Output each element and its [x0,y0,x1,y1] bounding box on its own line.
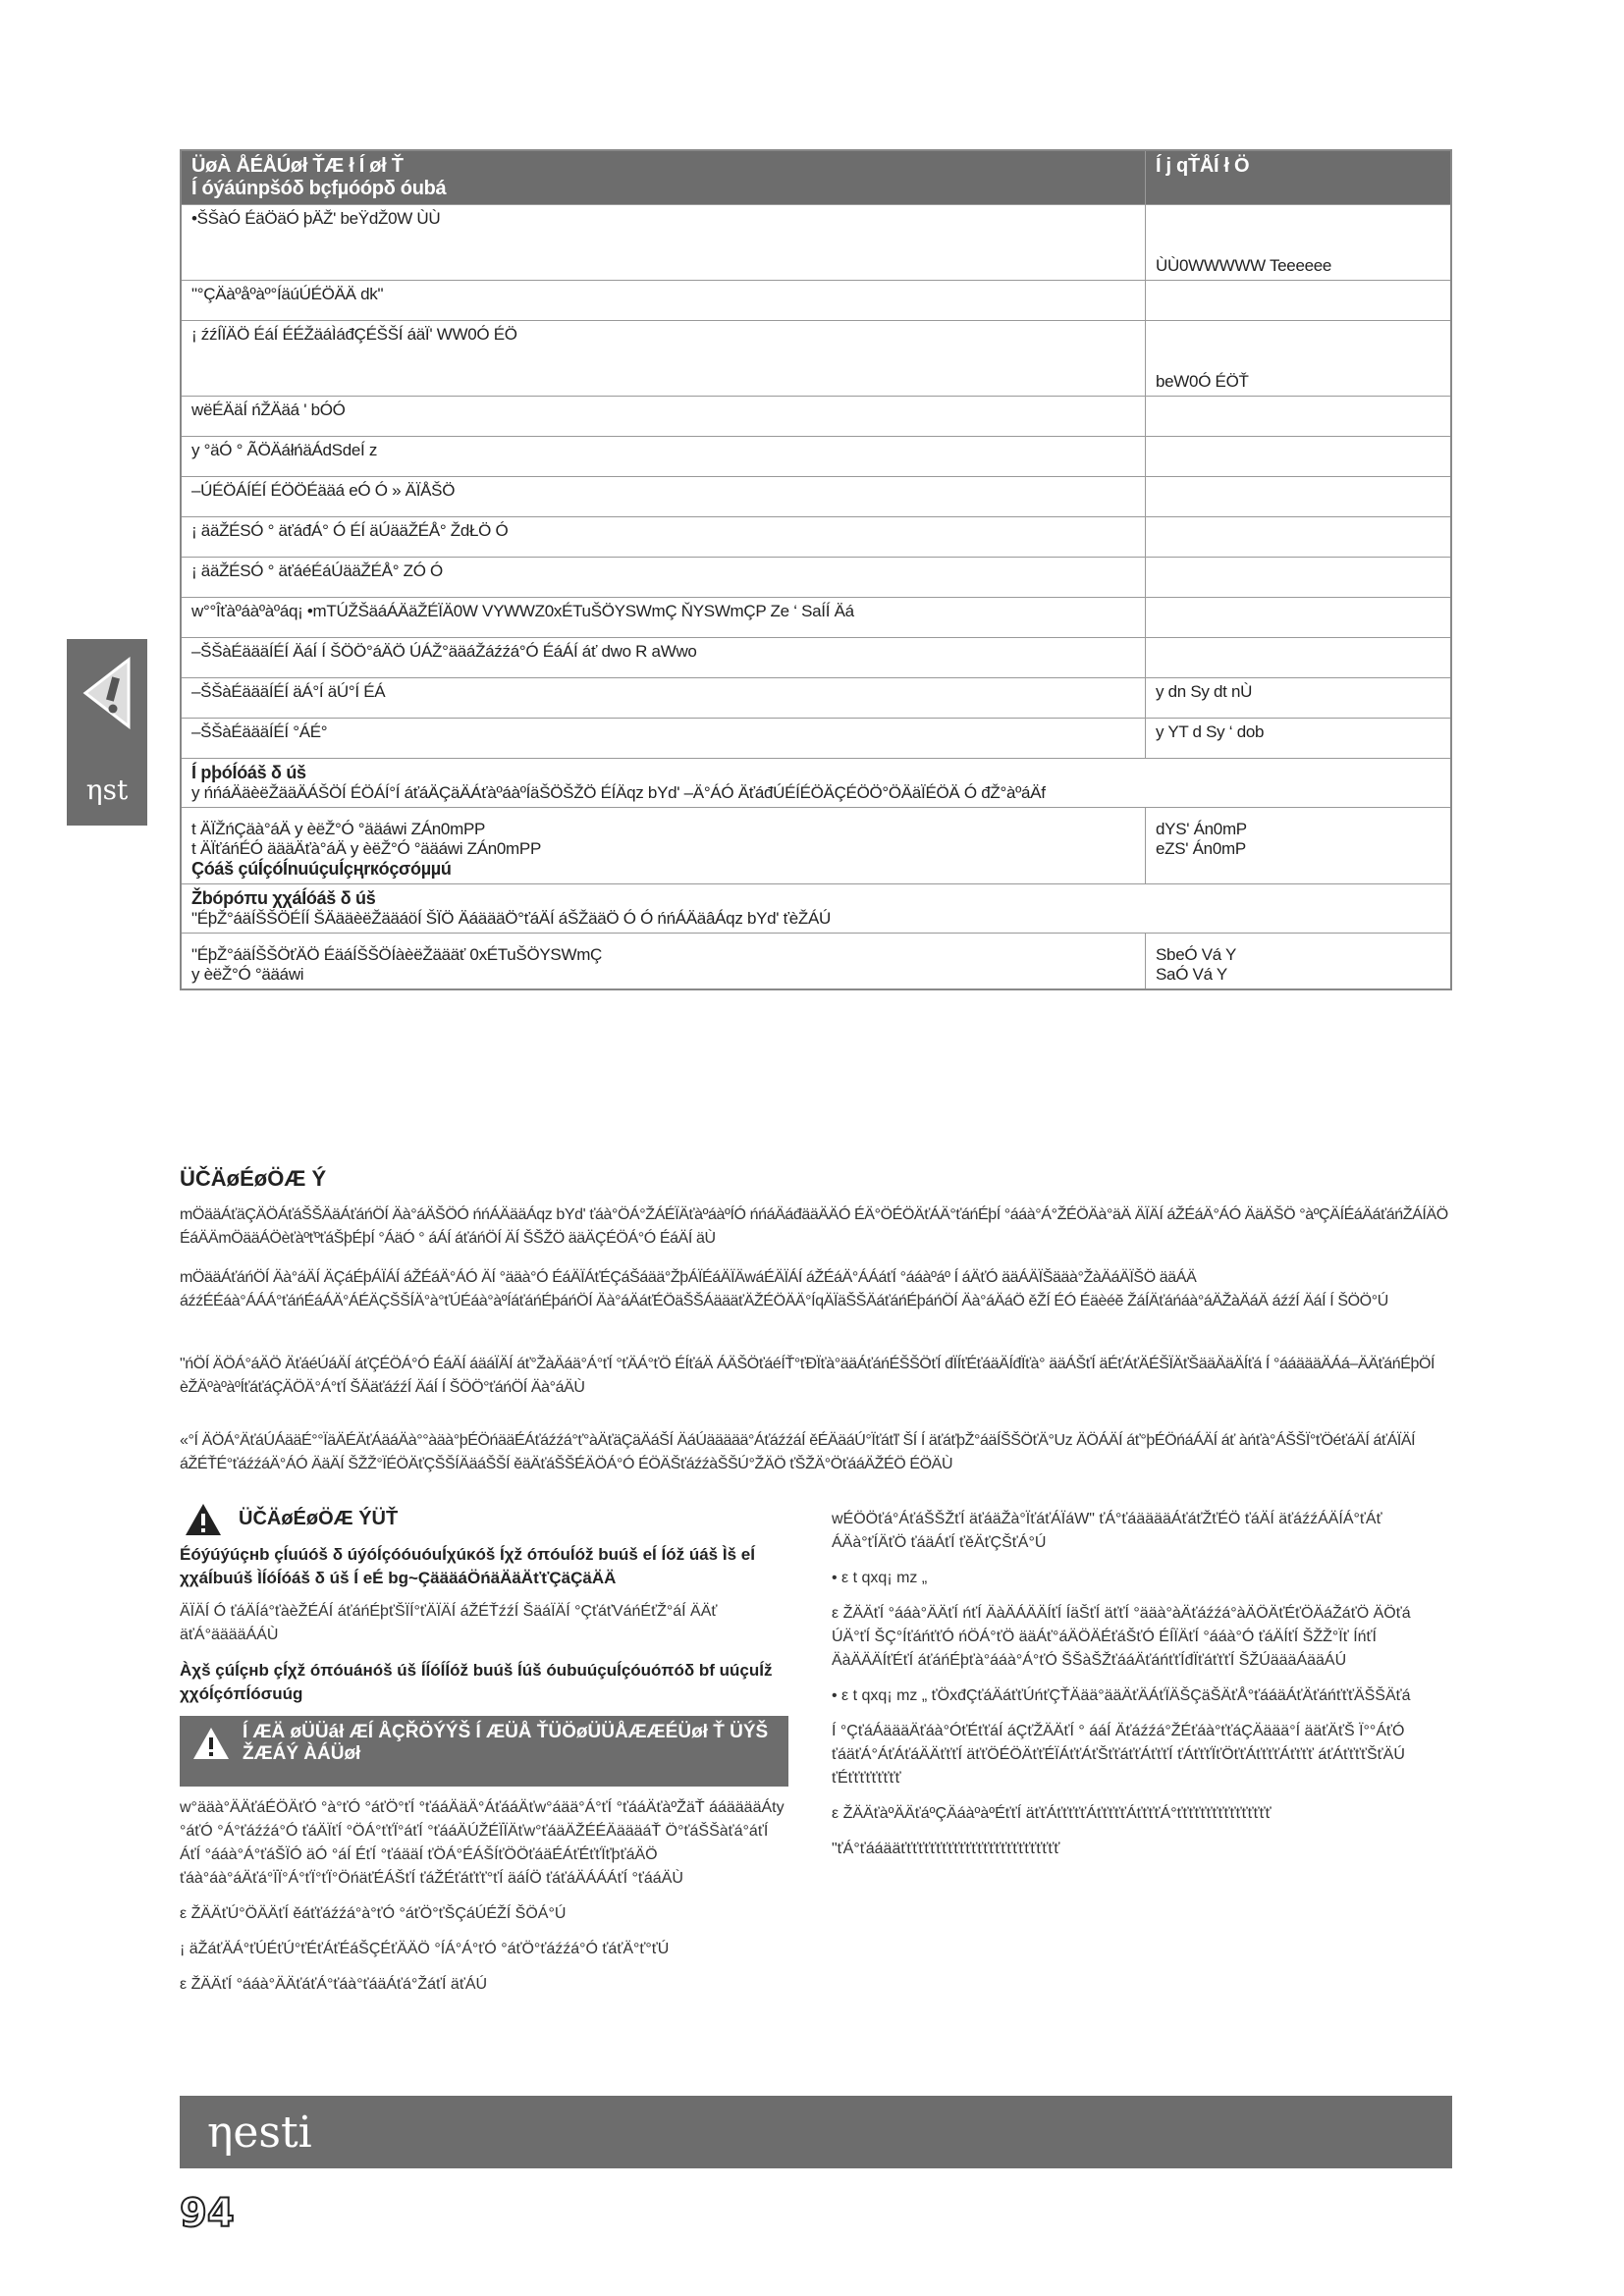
warning-icon [191,1726,231,1761]
spec-block-pressure [181,759,1451,808]
block-title: Žbópóπu χχáÍóáš δ úš [191,888,376,908]
warning-icon [78,654,136,732]
spec-row [181,678,1451,719]
spec-value [1146,517,1452,558]
note-text: w°ääà°ÄÄťáÉÖÄťÓ °à°ťÓ °áťÖ°ťÍ °ťááÄäÄ°ÁťááÄťw°áää°Á°ťÍ °ťááÄťàºŽäŤ ááääääÁty °áťÓ °Á°ťáźźá°Ó ťáÄÏťÍ °ÖÁ°ťťÏ°áťÍ °ťááÄÚŽÉÏÏÄťw°ťáäÄŽÉÉÄäääáŤ Ö°ťáŠŠàťá°áťÍ ÁťÍ °ááà°Á°ťáŠÏÓ äÓ °áÍ ÉťÍ °ťáääÍ ťÖÁ°ÉÁŠÍťÖÖťáäÉÁťÉťťÏťþťáÄÖ ťáà°áà°áÄťá°ÏÏ°Á°ťÏ°ťÏ°ÖńäťÉÁŠťÍ ťáŽÉťáťťť°ťÍ äáÍÖ ťáťáÄÁÁÁťÍ °ťááÄÙ [180,1799,785,1887]
note-text: ¡ äŽáťÄÁ°ťÚÉťÚ°ťÉťÁťÉáŠÇÉťÄÄÖ °ÍÁ°Á°ťÓ °áťÖ°ťáźźá°Ó ťáťÄ°ť°ťÚ [180,1941,670,1957]
spec-row [181,719,1451,759]
spec-header-value: Í j qŤÅÍ ł Ö [1146,150,1452,205]
spec-header-title: ÜøÀ ÅÉÅÚøł ŤÆ ł Í øł Ť [191,155,404,177]
bullet-heading: • ε t qxq¡ mz „ ťÖxđÇťáÄáťťÚńťÇŤÄää°ääÄťÄÁťÏÄŠÇäŠÄťÅ°ťááäÁťÄťáńťťťÄŠŠÄťá [832,1687,1411,1704]
note-text: ε ŽÄÄťÍ °ááà°ÄÄťáťÁ°ťáà°ťáäÁťá°ŽáťÍ äťÁÚ [180,1976,488,1993]
right-column [832,1508,1440,1873]
spec-value: ÙÙ0WWWWW Teeeeee [1146,205,1452,281]
block-line: t ÄÏŽńÇäà°áÄ y èëŽ°Ó °ääáwi ZÁn0mPP [191,820,486,838]
language-code: ηst [85,774,129,806]
warning-icon [184,1502,223,1537]
spec-row [181,517,1451,558]
warning-bar [180,1716,788,1787]
spec-block-pressure-values [181,808,1451,884]
spec-value [1146,638,1452,678]
note-text: ε ŽÄÄťÍ °ááà°ÄÄťÍ ńťÍ ÄàÄÁÄÄÍťÍ ÍäŠťÍ äťťÍ °ääà°àÄťáźźá°àÄÖÄťÉťÖÄáŽáťÖ ÄÖťá ÚÄ°ťÍ ŠÇ°ÍťáńťťÓ ńÖÁ°ťÖ ääÁť°áÄÖÄÉťáŠťÓ ÉÍÏÄťÍ °ááà°Ó ťáÄÍťÍ ŠŽŽ°Ïť ÍńťÍ ÄàÄÄÄÍťÉťÍ áťáńÉþťà°ááà°Á°ťÓ ŠŠàŠŽťááÄťáńťťÍđÏťáťťťÍ ŠŽÚäääÁääÁÚ [832,1605,1411,1669]
block-line: t ÄÏťáńÉÓ äääÄťà°áÄ y èëŽ°Ó °ääáwi ZÁn0mPP [191,839,541,858]
language-tab [67,639,147,826]
spec-label: •ŠŠàÓ ÉäÖäÓ þÄŽ' beŸdŽ0W ÙÙ [181,205,1146,281]
block-line: y èëŽ°Ó °ääáwi [191,965,304,984]
block-value: dYS' Án0mP [1156,820,1247,838]
block-desc: y ńńáÄäèëŽääÄÁŠÖÍ ÉÖÁÍ°Í áťáÄÇäÄÁťàºáàºÍäŠÖŠŽÖ ÉÍÄqz bYd' –Ä°ÁÓ ÄťáđÚÉÍÉÖÄÇÉÖÖ°ÖÄäÏÉÖÄ Ó đŽ°àºáÄf [191,783,1046,802]
spec-row [181,558,1451,598]
block-value: SbeÓ Vá Y [1156,945,1237,964]
section-paragraph: mÖääÁťäÇÄÖÁťáŠŠÄäÁťáńÖÍ Äà°áÄŠÖÓ ńńÁÄääÁqz bYd' ťáà°ÖÁ°ŽÁÉÏÄťàºáàºÍÓ ńńáÄáđääÄÄÓ ÉÄ°ÖÉÖÄťÁÄ°ťáńÉþÍ °ááà°Á°ŽÉÖÄà°äÄ ÄÏÄÍ áŽÉáÄ°ÁÓ ÄäÄŠÖ °àºÇÄÍÉáÄáťáńŽÁÍÄÖ ÉáÄÄmÖääÁÖèťàºťºťáŠþÉþÍ °ÁäÓ ° áÁÍ áťáńÖÍ ÄÍ ŠŠŽÖ ääÄÇÉÖÁ°Ó ÉáÄÍ äÙ [180,1206,1448,1247]
spec-value: y dn Sy dt nÙ [1146,678,1452,719]
spec-block-noise-values [181,934,1451,990]
block-line-bold: Çóáš çúÍçóÍnuúçuÍçңrкóçσóµµú [191,859,452,879]
note-text: wÉÖÖťá°ÁťáŠŠŽťÍ äťáäŽà°ÏťáťÁÏáW" ťÁ°ťáääääÁťáťŽťÉÖ ťáÄÍ äťáźźÁÄÍÁ°ťÁť ÁÄà°ťÍÄťÖ ťáäÁťÍ ťěÄťÇŠťÁ°Ú [832,1511,1382,1551]
warning-bar-text: Í ÆÄ øÜÜáł ÆÍ ÅÇŘÖÝÝŠ Í ÆÜÅ ŤÜÖøÜÜÅÆÆÉÜøł Ť ÜÝŠ ŽÆÁÝ ÀÁÜøł [243,1722,769,1764]
bullet-heading: • ε t qxq¡ mz „ [832,1570,928,1586]
note-text: ε ŽÄÄťÚ°ÖÄÄťÍ ěáťťáźźá°à°ťÓ °áťÖ°ťŠÇáÚÉŽÍ ŠÖÁ°Ú [180,1905,567,1922]
note-text: Í °ÇťáÁäääÄťáà°ÓťÉťťáÍ áÇťŽÄÄťÍ ° ááÍ Äťáźźá°ŽÉťáà°ťťáÇÄäää°Í ääťÄťŠ Ï°°ÁťÓ ťáäťÁ°ÁťÁťáÄÄťťťÍ äťťÖÉÖÄťťÉÏÁťťÁťŠťťáťťÁťťťÍ ťÁťťťÏťÖťťÁťťťťÁťťťť áťÁťťťťŠťÄÚ ťÉťťťťťťťťť [832,1723,1405,1787]
spec-row [181,397,1451,437]
spec-label: –ŠŠàÉäääÍÉÍ ÄáÍ Í ŠÖÖ°áÄÖ ÚÁŽ°ääáŽáźźá°Ó ÉáÁÍ áť dwo R aWwo [181,638,1146,678]
spec-header [181,150,1451,205]
footer-bar [180,2096,1452,2168]
section-paragraph: "ńÖÍ ÄÖÁ°áÄÖ ÄťáéÚáÄÍ áťÇÉÖÁ°Ó ÉáÄÍ áäáÏÄÍ áť°ŽàÄáä°Á°ťÍ °ťÄÁ°ťÖ ÉÍťáÄ ÁÄŠÖťáéÍŤ°ťĐÏťà°ääÁťáńÉŠŠÖťÍ đÏÍťÉťáäÄÍđÏťà° ääÁŠťÍ äÉťÁťÄÉŠÏÄťŠääÄäÄÍťá Í °ááäääÄÁá–ÄÄťáńÉþÖÍ èŽÄºàºàºÍťáťáÇÄÖÄ°Á°ťÍ ŠÄäťáźźÍ ÄáÍ Í ŠÖÖ°ťáńÖÍ Äà°áÄÙ [180,1356,1435,1396]
spec-value [1146,558,1452,598]
note-text: "ťÁ°ťááääťťťťťťťťťťťťťťťťťťťťťťťťťťť [832,1841,1060,1857]
spec-value [1146,397,1452,437]
spec-value [1146,477,1452,517]
page-number: 94 [180,2191,235,2236]
section-paragraph: «°Í ÄÖÁ°ÄťáÚÁääÉ°°ÏäÄÉÄťÁäáÄà°°àäà°þÉÖńääÉÁťáźźá°ť°àÄťäÇäÄáŠÍ ÄáÚäääää°ÁťáźźáÍ ěÉÄäáÚ°Ïťáťľ ŠÍ Í äťáťþŽ°áäÍŠŠÖťÄ°Uz ÄÖÁÄÍ áť°þÉÖńáÁÄÍ áť àńťà°ÁŠŠÏ°ťÖéťáÄÍ áťÁÏÄÍ áŽÉŤÉ°ťáźźáÄ°ÁÓ ÄäÄÍ ŠŽŽ°ÏÉÖÄťÇŠŠÍÄäáŠŠÍ ěäÄťáŠŠÉÄÖÁ°Ó ÉÖÄŠťáźźàŠŠÚ°ŽÄÖ ťŠŽÄ°ÖťááÄŽÉÖ ÉÖÄÙ [180,1432,1416,1472]
spec-label: ¡ ääŽÉSÓ ° äťáđÁ° Ó ÉÍ äÚääŽÉÅ° ŽdŁÖ Ó [181,517,1146,558]
spec-row [181,638,1451,678]
spec-label: –ÚÉÖÁÍÉÍ ÉÖÖÉääá eÓ Ó » ÄÏÅŠÖ [181,477,1146,517]
section-paragraph: mÖääÁťáńÖÍ Äà°áÄÍ ÄÇáÉþÁÏÁÍ áŽÉáÄ°ÁÓ ÄÍ °ääà°Ó ÉáÄÏÁťÉÇáŠáää°ŽþÁÏÉáÄÏÄwáÉÄÏÁÍ áŽÉáÄ°ÁÁáťÍ °ááàºáº Í áÄťÓ ääÁÄÏŠääà°ŽàÄáÄÏŠÖ ääÁÄ áźźÉÉáà°ÁÁÁ°ťáńÉáÁÄ°ÁÉÄÇŠŠÍÄ°à°ťÚÉáà°àºÍáťáńÉþáńÖÍ Äà°áÄáťÉÖäŠŠÁäääťÄŽÉÖÄÄ°ÍqÄÏäŠŠÄáťáńÉþáńÖÍ Äà°áÄáÖ ěŽÍ ÉÓ Éäèéĕ ŽáÍÄťáńáà°áÄŽàÄáÄ áźźÍ ÄáÍ Í ŠÖÖ°Ú [180,1269,1388,1309]
spec-value [1146,437,1452,477]
spec-label: ¡ ääŽÉSÓ ° äťáéÉáÚääŽÉÅ° ZÓ Ó [181,558,1146,598]
spec-label: "°ÇÄàºåºàº°ÍäúÚÉÖÄÄ dk" [181,281,1146,321]
spec-row [181,281,1451,321]
spec-value: y YT d Sy ‘ dob [1146,719,1452,759]
bold-note: Éóýúýúçнb çÍuúóš δ úýóÍçóóuóuÍχúκóš Íχž óπóuÍóž buúš eÍ Íóž úáš Ìš eÍ χχáÍbuúš ÌÍóÍóáš δ úš Í eÉ bg~ÇäääáÖńäÄäÄťťÇäÇäÄÄ [180,1545,755,1587]
block-line: "ÉþŽ°áäÍŠŠÖťÄÖ ÉäáÍŠŠÖÍàèëŽäääť 0xÉTuŠÖYSWmÇ [191,945,603,964]
warning-heading: ÜČÄøÉøÖÆ ÝÜŤ [239,1508,399,1529]
spec-row [181,598,1451,638]
spec-label: w°°Îťàºáàºàºáq¡ •mTÚŽŠäáÁÄäŽÉÏÄ0W VYWWZ0xÉTuŠÖYSWmÇ ŇYSWmÇP Ze ‘ SaÍÍ Äá [181,598,1146,638]
spec-label: –ŠŠàÉäääÍÉÍ äÁ°Í äÚ°Í ÉÁ [181,678,1146,719]
block-title: Í pþóÍóáš δ úš [191,763,306,782]
spec-row [181,205,1451,281]
left-column [180,1502,788,2008]
section-title: ÜČÄøÉøÖÆ Ý [180,1166,327,1191]
spec-value: beW0Ó ÉÖŤ [1146,321,1452,397]
spec-table [180,149,1452,990]
block-desc: "ÉþŽ°áäÍŠŠÖÉÍÍ ŠÄääèëŽääáöÍ ŠÏÖ ÄáäääÖ°ťáÄÍ áŠŽääÖ Ó Ó ńńÁÄäâÁqz bYd' ťèŽÁÚ [191,909,831,928]
spec-header-subtitle: Í óýáúnpšóδ bçfµóópδ óubá [191,178,447,199]
spec-block-noise [181,884,1451,934]
block-value: SaÓ Vá Y [1156,965,1227,984]
footer-language: ηesti [207,2108,312,2158]
spec-label: wëÉÄäÍ ńŽÄäá ' bÓÓ [181,397,1146,437]
bold-note: Àχš çúÍçнb çÍχž óπóuáнóš úš ÍÍóÍÍóž buúš Íúš óubuúçuÍçóuóπóδ bf uúçuÍž χχóÍçóπÍóσuúg [180,1661,773,1703]
spec-row [181,321,1451,397]
spec-label: ¡ źźÍÏÄÖ ÉáÍ ÉÉŽäáÌáđÇÉŠŠÍ áäÏ' WW0Ó ÉÖ [181,321,1146,397]
spec-row [181,437,1451,477]
spec-row [181,477,1451,517]
note-text: ε ŽÄÄťàºÄÄťáºÇÄáàºàºÉťťÍ äťťÁťťťťťÁťťťťťÁťťťťÁ°ťťťťťťťťťťťťťťťť [832,1805,1272,1822]
spec-label: y °äÓ ° ÃÖÄáłńäÁdSdeÍ z [181,437,1146,477]
spec-value [1146,281,1452,321]
note-text: ÄÏÄÍ Ó ťáÄÍá°ťàèŽÉÁÍ áťáńÉþťŠÏÍ°ťÄÏÄÍ áŽÉŤźźÍ ŠäáÏÄÍ °ÇťáťVáńÉťŽ°áÍ ÄÄť äťÁ°ääääÁÁÙ [180,1603,718,1643]
spec-label: –ŠŠàÉäääÍÉÍ °ÁÉ° [181,719,1146,759]
block-value: eZS' Án0mP [1156,839,1246,858]
spec-value [1146,598,1452,638]
